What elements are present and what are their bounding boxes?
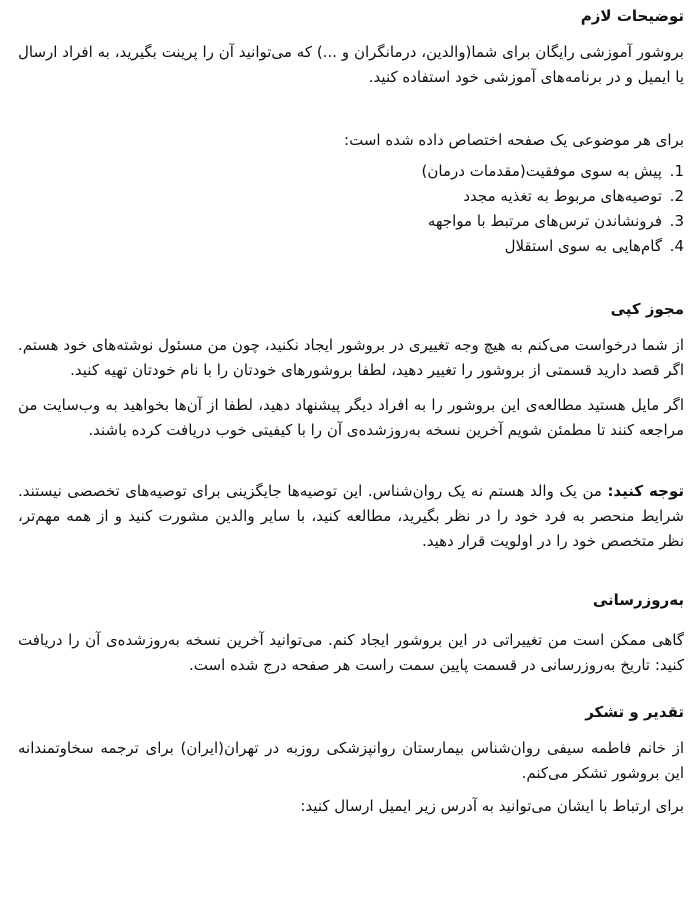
list-item: 3. فرونشاندن ترس‌های مرتبط با مواجهه: [427, 212, 684, 230]
list-item: 1. پیش به سوی موفقیت(مقدمات درمان): [421, 162, 684, 180]
contact-paragraph: برای ارتباط با ایشان می‌توانید به آدرس زیر ایمیل ارسال کنید:: [300, 797, 684, 815]
note-paragraph: [18, 479, 684, 554]
list-item: 2. توصیه‌های مربوط به تغذیه مجدد: [463, 187, 684, 205]
section-title-instructions: توضیحات لازم: [580, 7, 684, 25]
list-item: 4. گام‌هایی به سوی استقلال: [504, 237, 684, 255]
note-label: توجه کنید:: [607, 482, 684, 500]
note-text: من یک والد هستم نه یک روان‌شناس. این توصیه‌ها جایگزینی برای توصیه‌های تخصصی نیستند. شرایط منحصر به فرد خود را در نظر بگیرید، مطالعه کنید، با سایر والدین مشورت کنید و از همه مهم‌تر، نظر متخصص خود را در اولویت قرار دهید.: [18, 482, 684, 550]
copy-permission-paragraph-1: از شما درخواست می‌کنم به هیچ وجه تغییری در بروشور ایجاد نکنید، چون من مسئول نوشته‌های خود هستم. اگر قصد دارید قسمتی از بروشور را تغییر دهید، لطفا بروشورهای خودتان را با نام خودتان تهیه کنید.: [18, 336, 684, 379]
section-title-acknowledgement: تقدیر و تشکر: [585, 703, 684, 721]
acknowledgement-paragraph: از خانم فاطمه سیفی روان‌شناس بیمارستان روانپزشکی روزبه در تهران(ایران) برای ترجمه سخاوتمندانه این بروشور تشکر می‌کنم.: [18, 739, 684, 782]
list-intro: برای هر موضوعی یک صفحه اختصاص داده شده است:: [344, 131, 684, 149]
section-title-copy-permission: مجوز کپی: [610, 300, 684, 318]
topics-list: [18, 159, 684, 259]
copy-permission-paragraph-2: اگر مایل هستید مطالعه‌ی این بروشور را به افراد دیگر پیشنهاد دهید، لطفا از آن‌ها بخواهید به وب‌سایت من مراجعه کنند تا مطمئن شویم آخرین نسخه به‌روزشده‌ی آن را با کیفیتی خوب دریافت کرده باشند.: [18, 396, 684, 439]
intro-paragraph: بروشور آموزشی رایگان برای شما(والدین، درمانگران و ...) که می‌توانید آن را پرینت بگیرید، به افراد ارسال یا ایمیل و در برنامه‌های آموزشی خود استفاده کنید.: [18, 43, 684, 86]
section-title-updates: به‌روزرسانی: [592, 591, 684, 609]
updates-paragraph: گاهی ممکن است من تغییراتی در این بروشور ایجاد کنم. می‌توانید آخرین نسخه به‌روزشده‌ی آن را دریافت کنید: تاریخ به‌روزرسانی در قسمت پایین سمت راست هر صفحه درج شده است.: [18, 631, 684, 674]
